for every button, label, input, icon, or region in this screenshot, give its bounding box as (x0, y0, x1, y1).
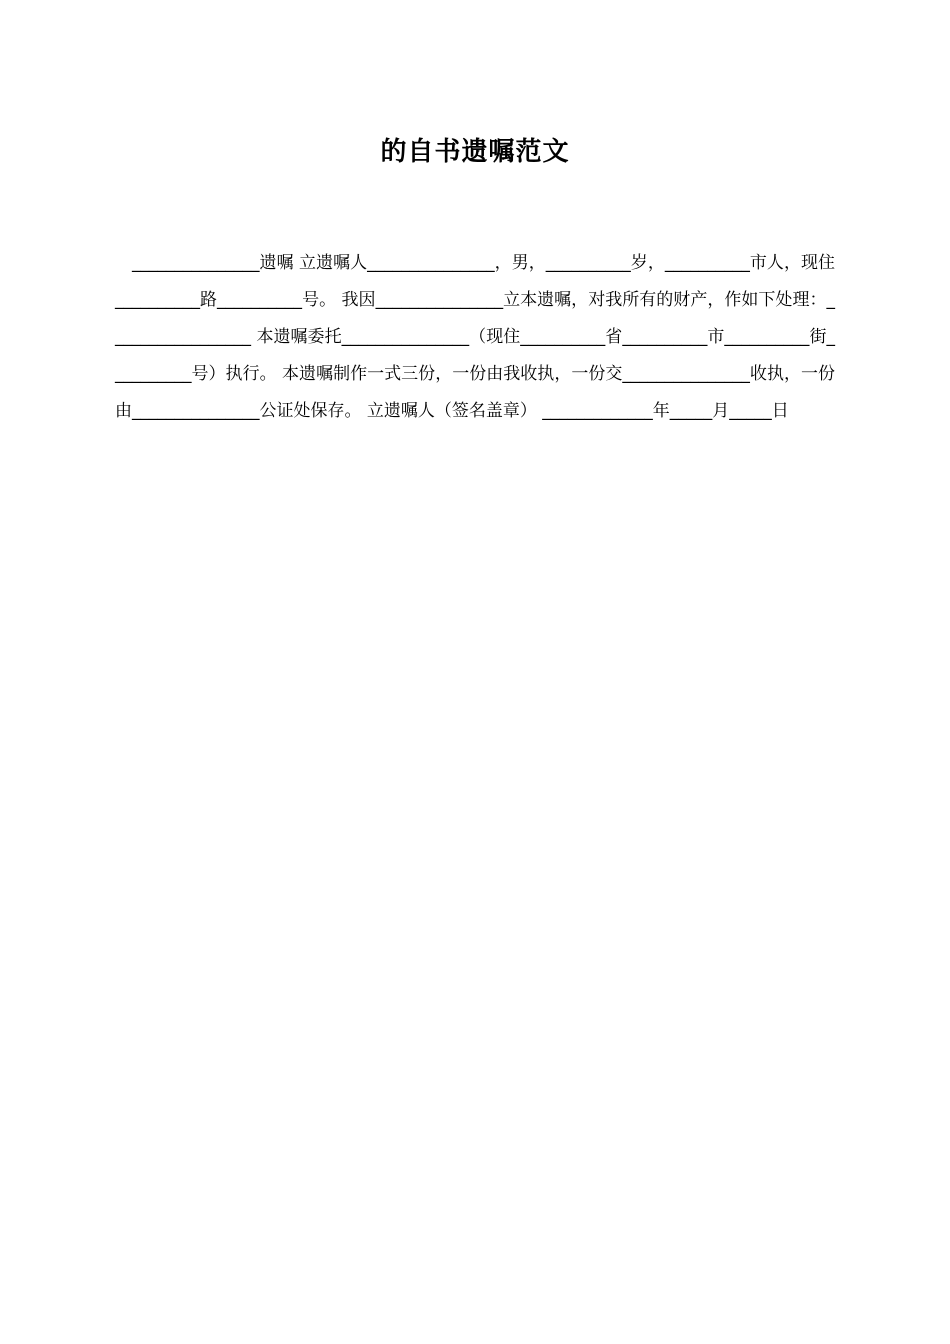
document-title: 的自书遗嘱范文 (380, 137, 570, 167)
will-template-text: _______________遗嘱 立遗嘱人_______________，男，__________岁，__________市人，现住__________路__________号。 我因_______________立本遗嘱，对我所有的财产，作如下处理：_________________ 本遗嘱委托_______________（现住__________省__________市__________街__________号）执行。 本遗嘱制作一式三份，一份由我收执，一份交_______________收执，一份由_______________公证处保存。 立遗嘱人（签名盖章） _____________年_____月_____日 (115, 253, 835, 421)
